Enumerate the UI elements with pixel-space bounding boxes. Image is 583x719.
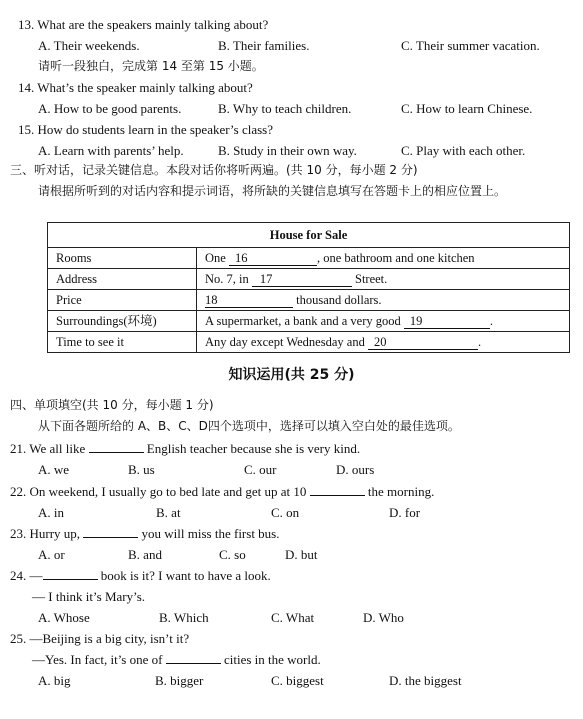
q25-option-a: A. big [38, 673, 71, 688]
q15-option-c: C. Play with each other. [401, 143, 526, 158]
q22-option-d: D. for [389, 505, 421, 520]
row-text-post: . [489, 314, 494, 328]
q23-stem: 23. Hurry up, you will miss the first bus. [10, 526, 280, 541]
row-text-pre: No. 7, in [205, 272, 249, 286]
q24-reply: — I think it’s Mary’s. [32, 589, 146, 604]
row-content [197, 332, 570, 353]
q22-option-a: A. in [38, 505, 64, 520]
row-label: Rooms [48, 248, 197, 269]
q25-blank [166, 663, 221, 664]
part-heading: 知识运用(共 25 分) [228, 367, 355, 383]
table-title: House for Sale [48, 223, 570, 248]
q15-stem: 15. How do students learn in the speaker’s class? [18, 122, 274, 137]
q13-option-a: A. Their weekends. [38, 38, 140, 53]
q23-option-d: D. but [285, 547, 318, 562]
section3-title: 三、听对话，记录关键信息。本段对话你将听两遍。(共 10 分，每小题 2 分) [10, 163, 418, 177]
q21-blank [89, 452, 144, 453]
answer-blank-17: 17 [252, 273, 352, 287]
q25-option-d: D. the biggest [389, 673, 462, 688]
q21-option-c: C. our [244, 462, 277, 477]
answer-blank-20: 20 [368, 336, 478, 350]
row-content [197, 248, 570, 269]
q25-reply: —Yes. In fact, it’s one of cities in the world. [32, 652, 321, 667]
row-content [197, 290, 570, 311]
house-for-sale-table [47, 222, 570, 353]
row-content [197, 311, 570, 332]
q14-option-c: C. How to learn Chinese. [401, 101, 533, 116]
q15-option-b: B. Study in their own way. [218, 143, 357, 158]
answer-blank-19: 19 [404, 315, 490, 329]
row-label: Address [48, 269, 197, 290]
q22-blank [310, 495, 365, 496]
row-text-post: . [477, 335, 482, 349]
q24-option-d: D. Who [363, 610, 404, 625]
q15-option-a: A. Learn with parents’ help. [38, 143, 184, 158]
answer-blank-16: 16 [229, 252, 317, 266]
monologue-note: 请听一段独白，完成第 14 至第 15 小题。 [38, 59, 264, 73]
q21-option-a: A. we [38, 462, 70, 477]
row-text-post: , one bathroom and one kitchen [316, 251, 475, 265]
q23-option-a: A. or [38, 547, 65, 562]
row-text-post: thousand dollars. [296, 293, 382, 307]
row-label: Surroundings(环境) [48, 311, 197, 332]
answer-blank-18: 18 [205, 294, 293, 308]
section3-instruction: 请根据所听到的对话内容和提示词语，将所缺的关键信息填写在答题卡上的相应位置上。 [38, 184, 507, 198]
q25-stem: 25. —Beijing is a big city, isn’t it? [10, 631, 190, 646]
table-row [48, 248, 570, 269]
row-label: Price [48, 290, 197, 311]
q22-option-b: B. at [156, 505, 181, 520]
section4-title: 四、单项填空(共 10 分，每小题 1 分) [10, 398, 214, 412]
row-text-pre: A supermarket, a bank and a very good [205, 314, 401, 328]
row-text-post: Street. [355, 272, 388, 286]
q14-option-a: A. How to be good parents. [38, 101, 182, 116]
table-row [48, 311, 570, 332]
table-row [48, 269, 570, 290]
q23-blank [83, 537, 138, 538]
q21-option-b: B. us [128, 462, 155, 477]
table-row [48, 290, 570, 311]
q24-option-b: B. Which [159, 610, 209, 625]
q23-option-c: C. so [219, 547, 246, 562]
q23-option-b: B. and [128, 547, 162, 562]
q13-stem: 13. What are the speakers mainly talking about? [18, 17, 269, 32]
q24-blank [43, 579, 98, 580]
q24-option-c: C. What [271, 610, 315, 625]
table-row [48, 332, 570, 353]
q21-stem: 21. We all like English teacher because she is very kind. [10, 441, 361, 456]
row-text-pre: One [205, 251, 226, 265]
row-content [197, 269, 570, 290]
q22-option-c: C. on [271, 505, 300, 520]
q22-stem: 22. On weekend, I usually go to bed late and get up at 10 the morning. [10, 484, 435, 499]
q14-option-b: B. Why to teach children. [218, 101, 352, 116]
row-label: Time to see it [48, 332, 197, 353]
q21-option-d: D. ours [336, 462, 375, 477]
q24-stem: 24. — book is it? I want to have a look. [10, 568, 271, 583]
q13-option-c: C. Their summer vacation. [401, 38, 540, 53]
row-text-pre: Any day except Wednesday and [205, 335, 365, 349]
section4-instruction: 从下面各题所给的 A、B、C、D四个选项中，选择可以填入空白处的最佳选项。 [38, 419, 460, 433]
q24-option-a: A. Whose [38, 610, 90, 625]
q14-stem: 14. What’s the speaker mainly talking about? [18, 80, 253, 95]
q25-option-b: B. bigger [155, 673, 204, 688]
q25-option-c: C. biggest [271, 673, 324, 688]
q13-option-b: B. Their families. [218, 38, 310, 53]
